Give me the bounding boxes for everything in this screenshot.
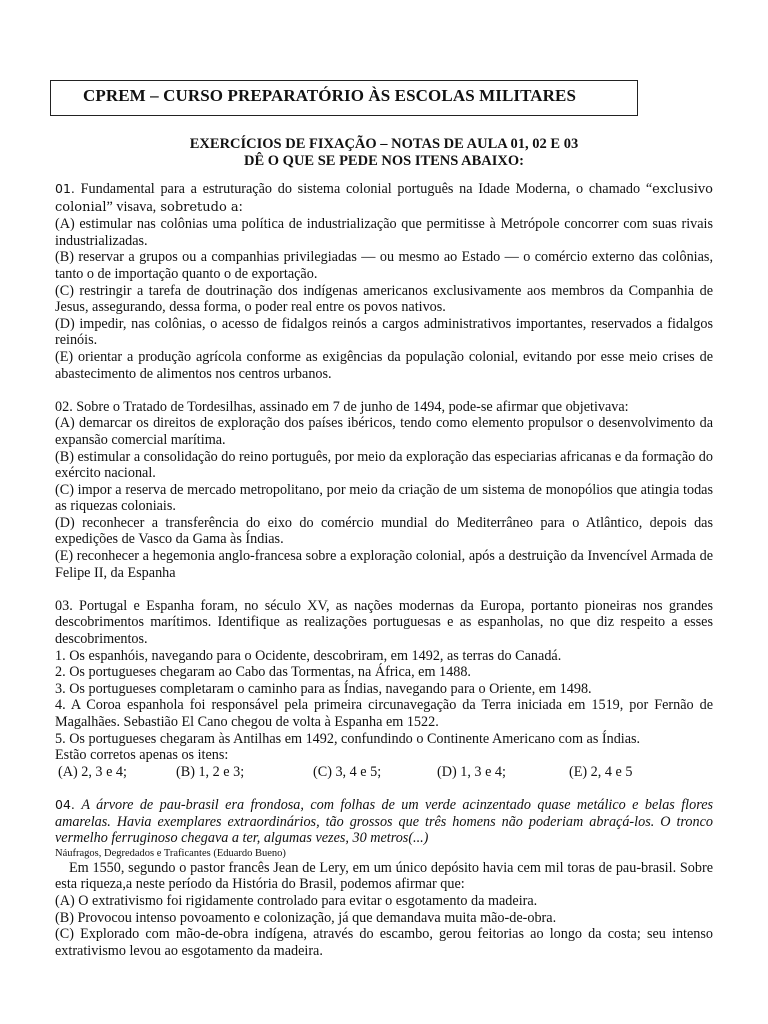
question-03-option-d: (D) 1, 3 e 4; (437, 763, 506, 780)
question-04-option-b: (B) Provocou intenso povoamento e colonização, já que demandava muita mão-de-obra. (55, 909, 557, 926)
exclusivo-colonial-term: exclusivo colonial (55, 182, 713, 215)
question-03-item-1: 1. Os espanhóis, navegando para o Ocidente, descobriram, em 1492, as terras do Canadá. (55, 647, 562, 664)
document-title: CPREM – CURSO PREPARATÓRIO ÀS ESCOLAS MILITARES (83, 86, 577, 105)
question-01-option-d: (D) impedir, nas colônias, o acesso de fidalgos reinós a cargos administrativos importantes, reservados a fidalgos reinóis. (55, 315, 713, 349)
question-03-item-4: 4. A Coroa espanhola foi responsável pela primeira circunavegação da Terra iniciada em 1519, por Fernão de Magalhães. Sebastião El Cano chegou de volta à Espanha em 1522. (55, 697, 713, 730)
question-02-option-c: (C) impor a reserva de mercado metropolitano, por meio da criação de um sistema de monopólios que atingia todas as riquezas coloniais. (55, 481, 713, 515)
question-02-option-e: (E) reconhecer a hegemonia anglo-francesa sobre a exploração colonial, após a destruição da Invencível Armada de Felipe II, da Espanha (55, 548, 713, 581)
question-04-option-a: (A) O extrativismo foi rigidamente controlado para evitar o esgotamento da madeira. (55, 892, 538, 909)
question-01-option-e: (E) orientar a produção agrícola conforme as exigências da população colonial, evitando por esse meio crises de abastecimento de alimentos nos centros urbanos. (55, 348, 713, 382)
question-01-stem: 01. Fundamental para a estruturação do sistema colonial português na Idade Moderna, o chamado “exclusivo colonial” visava, sobretudo a: (55, 181, 713, 215)
question-01-option-c: (C) restringir a tarefa de doutrinação dos indígenas americanos exclusivamente aos membros da Companhia de Jesus, assegurando, dessa forma, o poder real entre os povos nativos. (55, 282, 713, 316)
question-03-item-5: 5. Os portugueses chegaram às Antilhas em 1492, confundindo o Continente Americano com as Índias. (55, 730, 641, 747)
questions-body (55, 181, 713, 959)
question-03-options (55, 764, 713, 781)
question-04-option-c: (C) Explorado com mão-de-obra indígena, através do escambo, gerou feitorias ao longo da costa; seu intenso extrativismo levou ao esgotamento da madeira. (55, 926, 713, 959)
question-03-item-3: 3. Os portugueses completaram o caminho para as Índias, navegando para o Oriente, em 1498. (55, 680, 592, 697)
exercise-heading: EXERCÍCIOS DE FIXAÇÃO – NOTAS DE AULA 01, 02 E 03 (189, 136, 579, 152)
question-03-prompt: Estão corretos apenas os itens: (55, 747, 229, 764)
question-03-option-c: (C) 3, 4 e 5; (313, 763, 382, 780)
question-03-option-b: (B) 1, 2 e 3; (176, 763, 245, 780)
question-01-option-b: (B) reservar a grupos ou a companhias privilegiadas — ou mesmo ao Estado — o comércio externo das colônias, tanto o de importação quanto o de exportação. (55, 249, 713, 282)
question-03-stem: 03. Portugal e Espanha foram, no século XV, as nações modernas da Europa, portanto pioneiras nos grandes descobrimentos marítimos. Identifique as realizações portuguesas e as espanholas, no que diz respeito a esses descobrimentos. (55, 597, 713, 648)
question-03-item-2: 2. Os portugueses chegaram ao Cabo das Tormentas, na África, em 1488. (55, 664, 471, 681)
question-02-stem: 02. Sobre o Tratado de Tordesilhas, assinado em 7 de junho de 1494, pode-se afirmar que objetivava: (55, 398, 629, 415)
instruction-heading: DÊ O QUE SE PEDE NOS ITENS ABAIXO: (244, 153, 524, 169)
question-04-quote: 04. A árvore de pau-brasil era frondosa, com folhas de um verde acinzentado quase metálico e belas flores amarelas. Havia exemplares extraordinários, tão grossos que três homens não poderiam abraçá-los. O tronco vermelho ferruginoso chegava a ter, algumas vezes, 30 metros(...) (55, 796, 714, 847)
question-02-option-b: (B) estimular a consolidação do reino português, por meio da exploração das especiarias africanas e da formação do exército nacional. (55, 448, 713, 482)
question-04-stem: Em 1550, segundo o pastor francês Jean de Lery, em um único depósito havia cem mil toras de pau-brasil. Sobre esta riqueza,a neste período da História do Brasil, podemos afirmar que: (55, 859, 713, 893)
title-box (50, 80, 638, 116)
question-02-option-d: (D) reconhecer a transferência do eixo do comércio mundial do Mediterrâneo para o Atlântico, depois das expedições de Vasco da Gama às Índias. (55, 514, 713, 548)
question-03-option-a: (A) 2, 3 e 4; (58, 763, 127, 780)
question-04-source: Náufragos, Degredados e Traficantes (Eduardo Bueno) (55, 847, 286, 859)
question-02-option-a: (A) demarcar os direitos de exploração dos países ibéricos, tendo como elemento propulsor o desenvolvimento da expansão comercial marítima. (55, 415, 713, 448)
question-01-option-a: (A) estimular nas colônias uma política de industrialização que permitisse à Metrópole concorrer com suas rivais industrializadas. (55, 216, 713, 249)
question-03-option-e: (E) 2, 4 e 5 (569, 763, 633, 780)
